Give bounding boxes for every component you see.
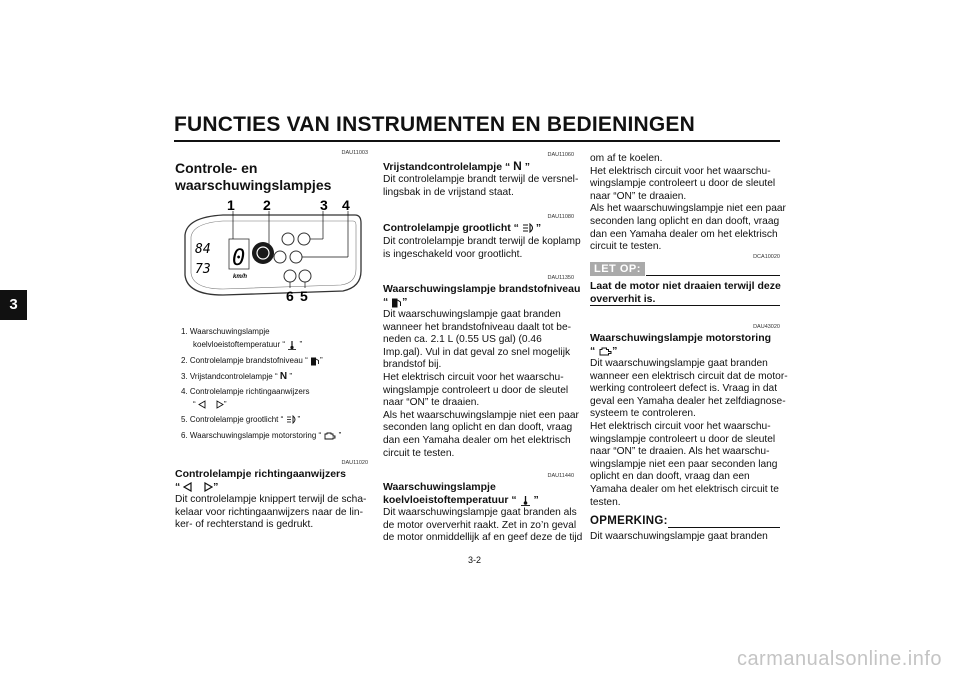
heading-fuel: Waarschuwingslampje brandstofniveau: [383, 283, 581, 295]
heading-fuel-symbol: “ ”: [383, 296, 408, 308]
ref-code-brandstof: DAU11350: [547, 275, 574, 281]
neutral-icon: N: [279, 371, 288, 382]
heading-engine-trouble: Waarschuwingslampje motorstoring: [590, 332, 772, 344]
caption-2: 2. Controlelampje brandstofniveau “ ”: [181, 356, 323, 366]
ref-code-richting: DAU11020: [341, 460, 368, 466]
page-title: FUNCTIES VAN INSTRUMENTEN EN BEDIENINGEN: [174, 113, 695, 136]
coolant-text: Dit waarschuwingslampje gaat branden als de motor oververhit raakt. Zet in zo’n geval de motor onmiddellijk af en geef deze de tijd: [383, 507, 583, 544]
caution-box: [590, 262, 780, 278]
fuel-pump-icon: [310, 356, 320, 366]
engine-trouble-text: Dit waarschuwingslampje gaat branden wanneer een elektrisch circuit dat de motor- werking controleert defect is. Vraag in dat geval een Yamaha dealer het zelfdiagnose- systeem te controleren. Het elektrisch circuit voor het waarschu- wingslampje controleert u door de sleutel naar “ON” te draaien. Als het waarschu- wingslampje niet een paar seconden lang oplicht en dan dooft, vraag dan een Yamaha dealer om het elektrisch circuit te testen.: [590, 358, 788, 508]
heading-neutral: Vrijstandcontrolelampje “ N ”: [383, 159, 530, 173]
heading-line-2: waarschuwingslampjes: [175, 177, 332, 193]
caution-text: Laat de motor niet draaien terwijl deze oververhit is.: [590, 280, 781, 305]
caption-1: 1. Waarschuwingslampje: [181, 327, 270, 336]
caution-rule: [646, 275, 780, 276]
watermark: carmanualsonline.info: [736, 648, 942, 670]
speed-unit: km/h: [233, 274, 248, 280]
heading-engine-symbol: “ ”: [590, 345, 618, 357]
turn-signal-text: Dit controlelampje knippert terwijl de scha- kelaar voor richtingaanwijzers naar de lin- ker- of rechterstand is gedrukt.: [175, 494, 367, 531]
high-beam-icon: [522, 223, 536, 233]
neutral-icon: N: [513, 159, 522, 173]
fuel-text: Dit waarschuwingslampje gaat branden wanneer het brandstofniveau daalt tot be- neden ca. 2.1 L (0.55 US gal) (0.46 Imp.gal). Vul in dat geval zo snel mogelijk brandstof bij. Het elektrisch circuit voor het waarschu- wingslampje controleert u door de sleutel naar “ON” te draaien. Als het waarschuwingslampje niet een paar seconden lang oplicht en dan dooft, vraag dan een Yamaha dealer om het elektrisch circuit te testen.: [383, 309, 579, 459]
caption-3: 3. Vrijstandcontrolelampje “ N ”: [181, 371, 292, 382]
heading-coolant: Waarschuwingslampje: [383, 481, 496, 493]
heading-turn-signal-symbol: “ ”: [175, 481, 219, 493]
caption-1-cont: koelvloeistoftemperatuur “ ”: [193, 340, 303, 350]
ref-code-controle: DAU11003: [341, 150, 368, 156]
heading-coolant-symbol: koelvloeistoftemperatuur “ ”: [383, 494, 539, 506]
speed-digit: 0: [232, 246, 246, 271]
fuel-pump-icon: [391, 297, 402, 308]
turn-signal-icon: [198, 400, 224, 409]
callout-1: 1: [227, 197, 235, 213]
heading-high-beam: Controlelampje grootlicht “ ”: [383, 222, 542, 234]
title-rule: [174, 140, 780, 142]
caption-4-cont: “ ”: [193, 400, 227, 409]
caption-6: 6. Waarschuwingslampje motorstoring “ ”: [181, 431, 342, 440]
note-rule: [668, 527, 780, 528]
heading-turn-signal: Controlelampje richtingaanwijzers: [175, 468, 346, 480]
coolant-text-continued: om af te koelen. Het elektrisch circuit voor het waarschu- wingslampje controleert u door de sleutel naar “ON” te draaien. Als het waarschuwingslampje niet een paar seconden lang oplicht en dan dooft, vraag dan een Yamaha dealer om het elektrisch circuit te testen.: [590, 153, 786, 253]
caption-4: 4. Controlelampje richtingaanwijzers: [181, 387, 310, 396]
note-text: Dit waarschuwingslampje gaat branden: [590, 531, 768, 542]
callout-5: 5: [300, 288, 308, 304]
section-heading-controle: [175, 160, 331, 194]
coolant-temp-icon: [287, 340, 297, 350]
caution-bottom-rule: [590, 305, 780, 306]
turn-signal-icon: [183, 482, 213, 492]
caution-label: LET OP:: [590, 262, 645, 276]
high-beam-icon: [286, 415, 298, 424]
heading-line-1: Controle- en: [175, 160, 258, 176]
coolant-temp-icon: [520, 495, 531, 506]
instrument-panel-diagram: [183, 195, 363, 305]
callout-2: 2: [263, 197, 271, 213]
page-number: 3-2: [468, 555, 482, 565]
engine-trouble-icon: [598, 346, 612, 356]
ref-code-letop: DCA10020: [753, 254, 780, 260]
ref-code-koelvloeistof: DAU11440: [547, 473, 574, 479]
ref-code-motorstoring: DAU43020: [753, 324, 780, 330]
note-label: OPMERKING:: [590, 515, 668, 527]
readout-bottom: 73: [195, 262, 211, 277]
chapter-tab: 3: [0, 290, 27, 320]
high-beam-text: Dit controlelampje brandt terwijl de koplamp is ingeschakeld voor grootlicht.: [383, 236, 581, 260]
engine-trouble-icon: [323, 431, 336, 440]
callout-3: 3: [320, 197, 328, 213]
callout-4: 4: [342, 197, 350, 213]
ref-code-grootlicht: DAU11080: [547, 214, 574, 220]
readout-top: 84: [195, 242, 211, 257]
caption-5: 5. Controlelampje grootlicht “ ”: [181, 415, 301, 424]
neutral-text: Dit controlelampje brandt terwijl de versnel- lingsbak in de vrijstand staat.: [383, 174, 579, 198]
ref-code-vrijstand: DAU11060: [547, 152, 574, 158]
callout-6: 6: [286, 288, 294, 304]
